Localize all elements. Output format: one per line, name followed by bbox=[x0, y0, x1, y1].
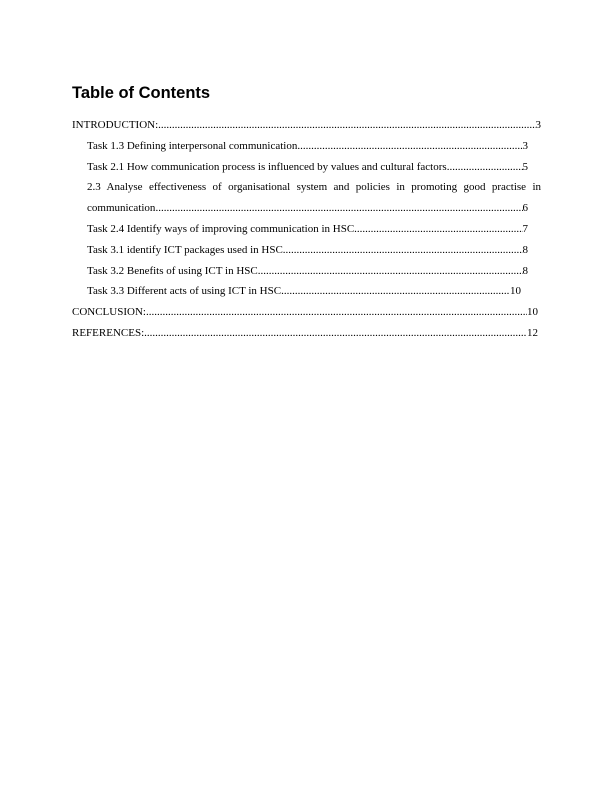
toc-leader-dots bbox=[158, 115, 535, 136]
toc-leader-dots bbox=[258, 261, 523, 282]
table-of-contents bbox=[72, 115, 541, 344]
toc-page-number: 12 bbox=[527, 326, 538, 339]
toc-entry-label: Task 1.3 Defining interpersonal communication bbox=[87, 139, 298, 152]
toc-entry-label: Task 3.2 Benefits of using ICT in HSC bbox=[87, 264, 258, 277]
toc-title: Table of Contents bbox=[72, 84, 211, 102]
toc-entry-task-2-1[interactable] bbox=[72, 157, 541, 178]
toc-entry-label: Task 2.1 How communication process is influenced by values and cultural factors bbox=[87, 160, 447, 173]
toc-page-number: 5 bbox=[522, 160, 528, 173]
toc-entry-references[interactable] bbox=[72, 323, 541, 344]
toc-entry-task-3-2[interactable] bbox=[72, 261, 541, 282]
toc-page-number: 10 bbox=[510, 285, 521, 298]
toc-entry-introduction[interactable] bbox=[72, 115, 541, 136]
toc-entry-label: Task 3.3 Different acts of using ICT in HSC bbox=[87, 285, 282, 298]
toc-entry-task-3-3[interactable] bbox=[72, 281, 541, 302]
toc-entry-label: REFERENCES: bbox=[72, 326, 145, 339]
toc-leader-dots bbox=[283, 240, 523, 261]
toc-entry-2-3[interactable] bbox=[72, 177, 541, 219]
toc-entry-label: Task 3.1 identify ICT packages used in HSC bbox=[87, 243, 283, 256]
toc-leader-dots bbox=[297, 136, 522, 157]
toc-page-number: 8 bbox=[522, 264, 528, 277]
toc-page-number: 8 bbox=[522, 243, 528, 256]
toc-entry-label: INTRODUCTION: bbox=[72, 119, 159, 131]
toc-entry-task-3-1[interactable] bbox=[72, 240, 541, 261]
toc-entry-task-1-3[interactable] bbox=[72, 136, 541, 157]
toc-leader-dots bbox=[146, 302, 527, 323]
toc-entry-label: CONCLUSION: bbox=[72, 306, 146, 319]
toc-leader-dots bbox=[144, 323, 527, 344]
toc-page-number: 3 bbox=[535, 119, 541, 131]
toc-page-number: 7 bbox=[522, 222, 528, 235]
toc-entry-label-line1: 2.3 Analyse effectiveness of organisational system and policies in promoting good practise in bbox=[87, 181, 541, 194]
toc-leader-dots bbox=[447, 157, 523, 178]
toc-entry-label-line2: communication bbox=[87, 202, 156, 215]
toc-entry-label: Task 2.4 Identify ways of improving communication in HSC bbox=[87, 222, 355, 235]
toc-leader-dots bbox=[354, 219, 522, 240]
toc-page-number: 3 bbox=[522, 139, 528, 152]
toc-page-number: 10 bbox=[527, 306, 538, 319]
toc-entry-conclusion[interactable] bbox=[72, 302, 541, 323]
toc-entry-task-2-4[interactable] bbox=[72, 219, 541, 240]
toc-leader-dots bbox=[155, 198, 522, 219]
toc-page-number: 6 bbox=[522, 202, 528, 215]
toc-leader-dots bbox=[281, 281, 510, 302]
